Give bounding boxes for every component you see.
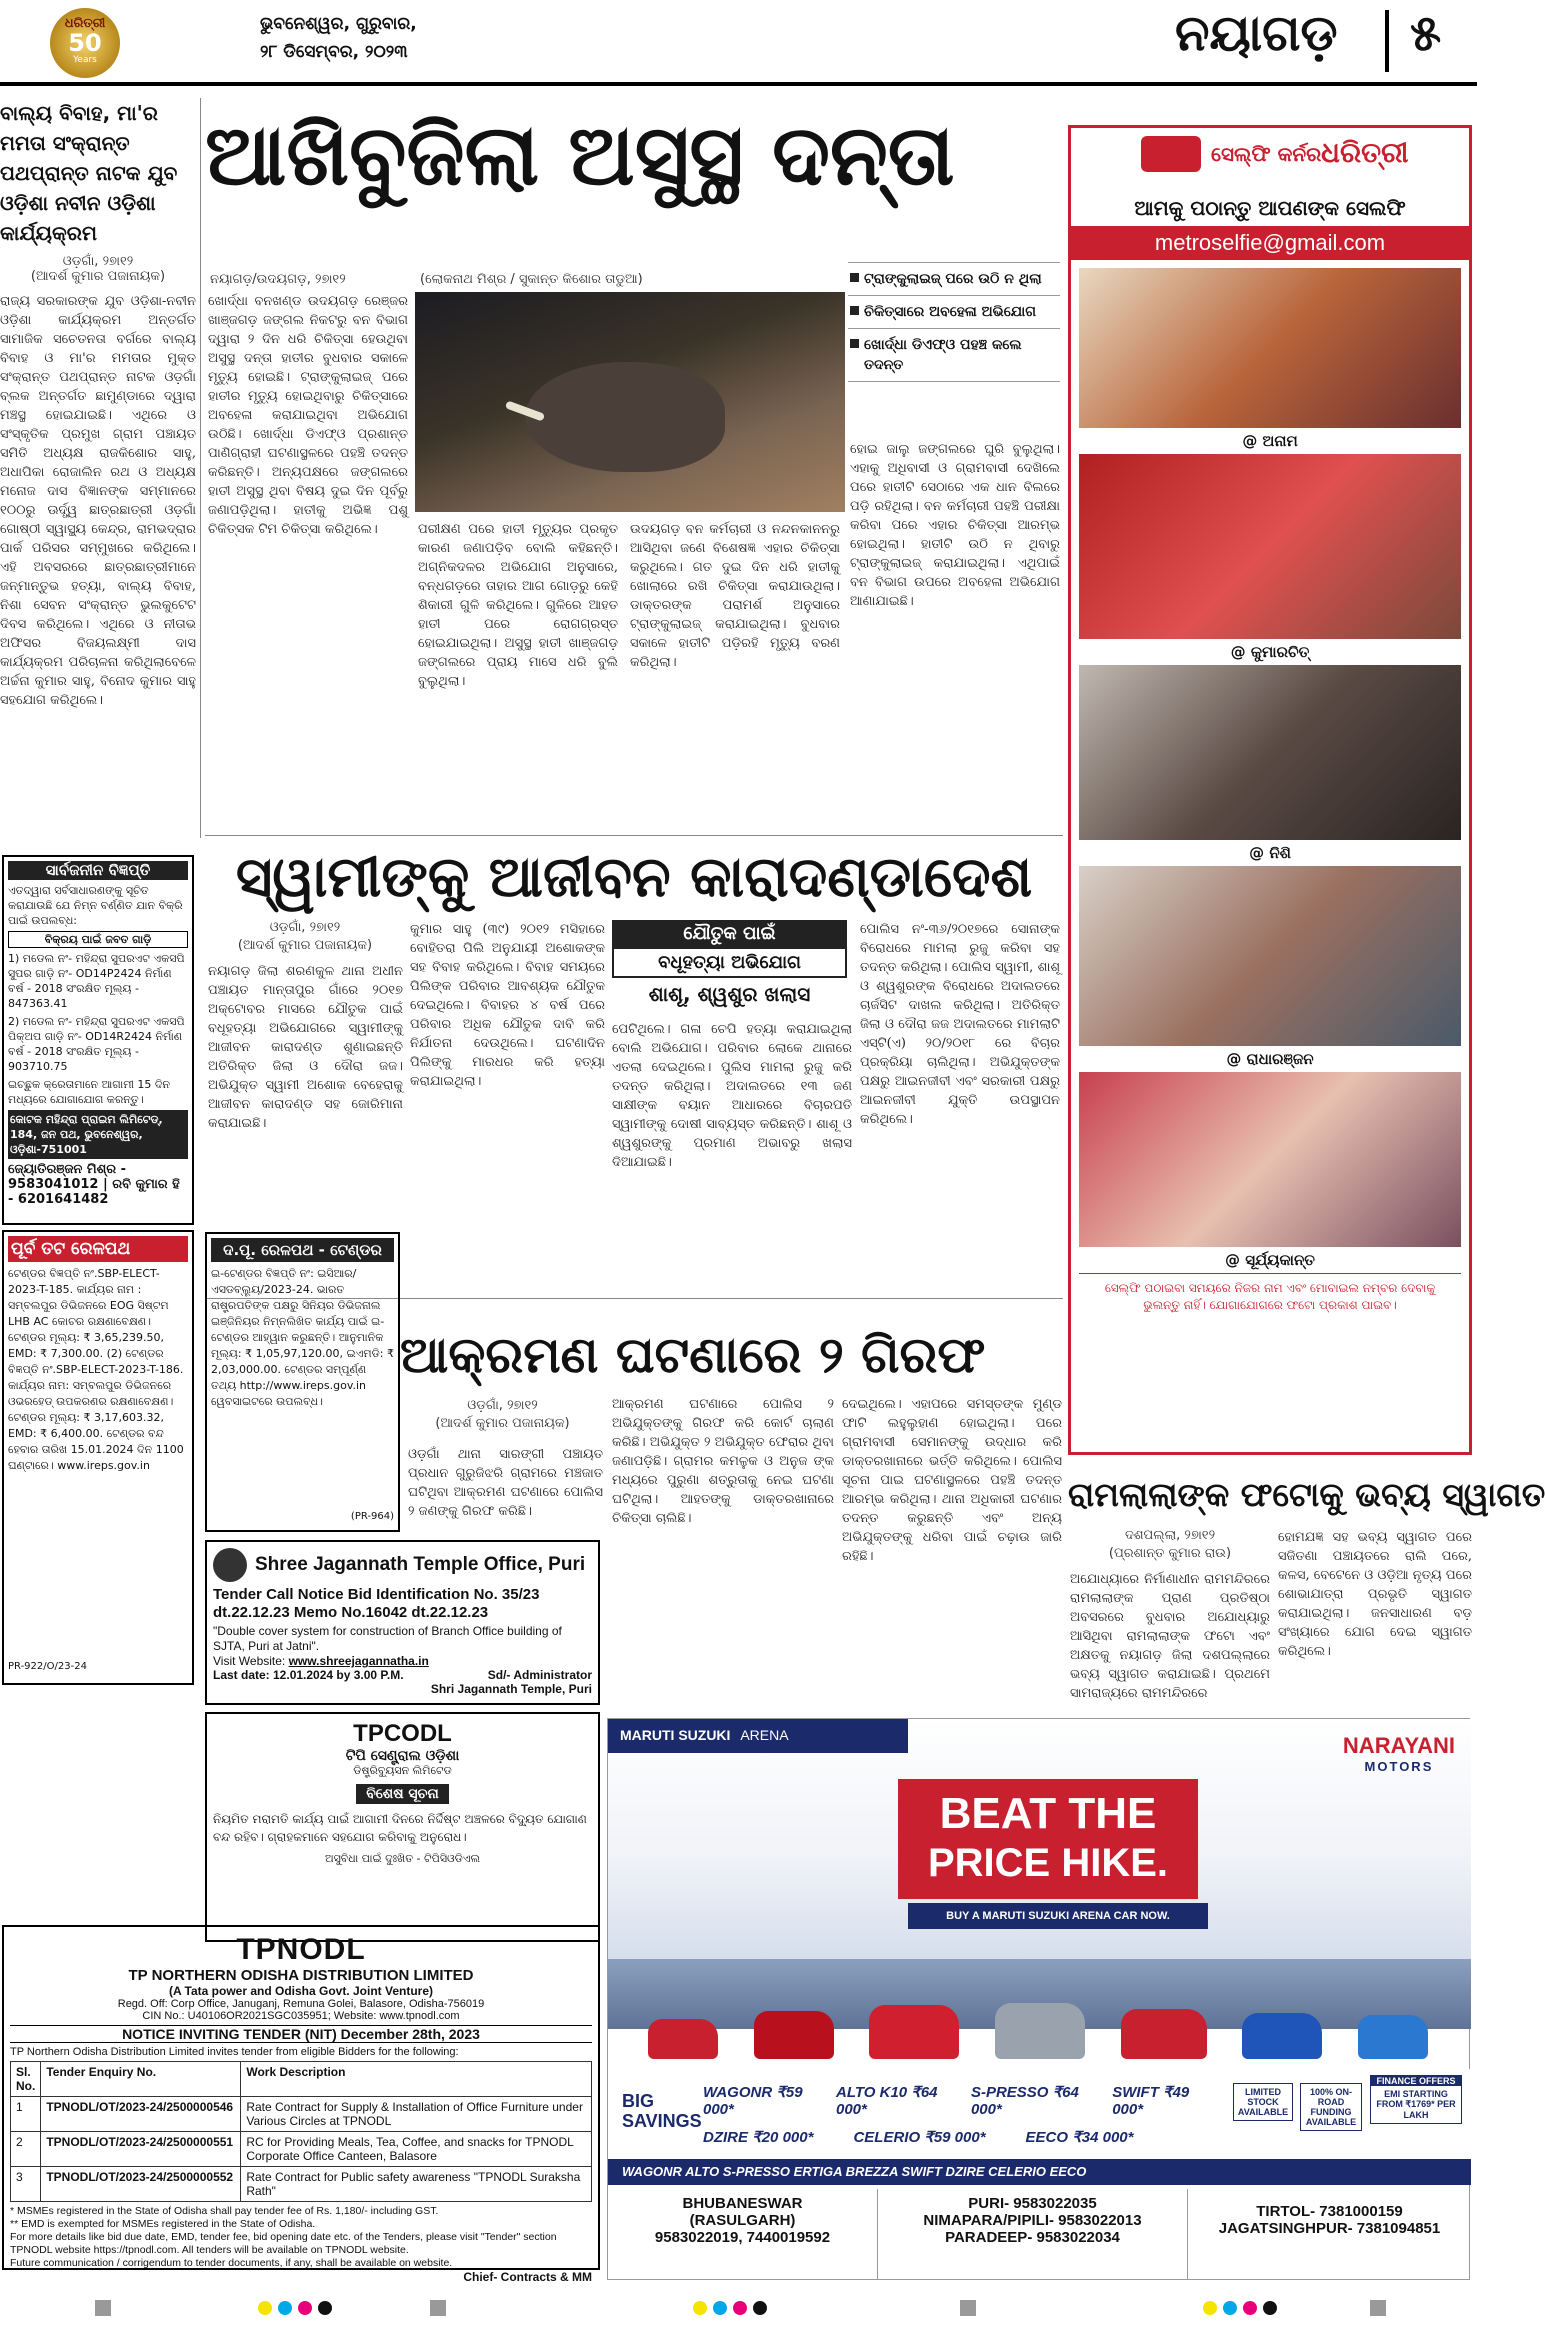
railway-mid-code: (PR-964) xyxy=(350,1511,394,1522)
arrest-story-headline: ଆକ୍ରମଣ ଘଟଣାରେ ୨ ଗିରଫ xyxy=(400,1326,986,1384)
ad-location: TIRTOL- 7381000159 JAGATSINGHPUR- 7381094851 xyxy=(1218,2203,1441,2237)
welcome-story-headline: ରାମଲାଲାଙ୍କ ଫଟୋକୁ ଭବ୍ୟ ସ୍ୱାଗତ xyxy=(1068,1475,1545,1514)
ad-offer: S-PRESSO ₹64 000* xyxy=(970,2084,1079,2118)
selfie-banner xyxy=(1071,128,1469,190)
railway-left-body: ଟେଣ୍ଡର ବିଜ୍ଞପ୍ତି ନଂ.SBP-ELECT-2023-T-185. କାର୍ଯ୍ୟର ନାମ : ସମ୍ବଲପୁର ଡିଭିଜନରେ EOG ସିଷ୍ଟମ LHB AC କୋଚର ରକ୍ଷଣାବେକ୍ଷଣ। ଟେଣ୍ଡର ମୂଲ୍ୟ: ₹ 3,65,239.50, EMD: ₹ 7,300.00. (2) ଟେଣ୍ଡର ବିଜ୍ଞପ୍ତି ନଂ.SBP-ELECT-2023-T-186. କାର୍ଯ୍ୟର ନାମ: ସମ୍ବଲପୁର ଡିଭିଜନରେ ଓଭରହେଡ୍ ଉପକରଣର ରକ୍ଷଣାବେକ୍ଷଣ। ଟେଣ୍ଡର ମୂଲ୍ୟ: ₹ 3,17,603.32, EMD: ₹ 6,400.00. ଟେଣ୍ଡର ବନ୍ଦ ହେବାର ତାରିଖ 15.01.2024 ଦିନ 1100 ଘଣ୍ଟାରେ। www.ireps.gov.in xyxy=(8,1267,184,1472)
ad-offer: ALTO K10 ₹64 000* xyxy=(836,2084,938,2118)
selfie-tagline: ଆମକୁ ପଠାନ୍ତୁ ଆପଣଙ୍କ ସେଲଫି xyxy=(1134,196,1406,220)
railway-left-title: ପୂର୍ବ ତଟ ରେଳପଥ xyxy=(8,1236,188,1262)
ad-offer: WAGONR ₹59 000* xyxy=(703,2084,803,2118)
temple-website[interactable]: www.shreejagannatha.in xyxy=(288,1654,429,1668)
tpnodl-table xyxy=(10,2061,592,2202)
selfie-email[interactable]: metroselfie@gmail.com xyxy=(1071,226,1469,260)
left-story-reporter: (ଆଦର୍ଶ କୁମାର ପଜାନାୟକ) xyxy=(30,269,166,284)
ad-location: BHUBANESWAR (RASULGARH) 9583022019, 7440019592 xyxy=(608,2189,878,2279)
tpnodl-note-1: * MSMEs registered in the State of Odisha shall pay tender fee of Rs. 1,180/- including GST. xyxy=(10,2205,439,2217)
main-story-dateline: ନୟାଗଡ଼/ଉଦୟଗଡ଼, ୨୭ା୧୨ xyxy=(210,272,346,287)
welcome-story-col2: ହୋମଯଜ୍ଞ ସହ ଭବ୍ୟ ସ୍ୱାଗତ ପରେ ସଜିତଣା ପଞ୍ଚାୟତରେ ରାଲି ପରେ, କଳସ, ବେଟେନେ ଓ ଓଡ଼ିଆ ନୃତ୍ୟ ପରେ ଶୋଭାଯାତ୍ରା ପ୍ରଭୃତି ସ୍ୱାଗତ କରାଯାଇଥିଲା। ଜନସାଧାରଣ ବଡ଼ ସଂଖ୍ୟାରେ ଯୋଗ ଦେଇ ସ୍ୱାଗତ କରିଥିଲେ। xyxy=(1278,1530,1472,1659)
tpnodl-company: TP NORTHERN ODISHA DISTRIBUTION LIMITED xyxy=(128,1967,474,1984)
ad-headline-box xyxy=(898,1779,1198,1899)
selfie-photo-5 xyxy=(1079,1072,1461,1247)
temple-sign2: Shri Jagannath Temple, Puri xyxy=(430,1682,592,1696)
welcome-story-dateline: ଦଶପଲ୍ଲା, ୨୭ା୧୨ xyxy=(1124,1528,1216,1543)
dowry-story-dateline: ଓଡ଼ଗାଁ, ୨୭ା୧୨ xyxy=(269,920,341,935)
railway-tender-left xyxy=(2,1230,194,1685)
tpnodl-regd: Regd. Off: Corp Office, Januganj, Remuna Golei, Balasore, Odisha-756019 xyxy=(117,1998,485,2010)
selfie-caption-4: @ ରାଧାରଞ୍ଜନ xyxy=(1226,1050,1314,1068)
car-icon xyxy=(648,2019,718,2059)
car-icon xyxy=(1242,2013,1322,2059)
main-story-col3: ଉଦୟଗଡ଼ ବନ କର୍ମଚାରୀ ଓ ନନ୍ଦନକାନନରୁ ଆସିଥିବା ଜଣେ ବିଶେଷଜ୍ଞ ଏହାର ଚିକିତ୍ସା କରୁଥିଲେ। ଗତ ଦୁଇ ଦିନ ଧରି ହାତୀକୁ ଖୋଲାରେ ରଖି ଚିକିତ୍ସା କରାଯାଉଥିଲା। ଡାକ୍ତରଙ୍କ ପରାମର୍ଶ ଅନୁସାରେ ଟ୍ରାଙ୍କୁଲାଇଜ୍ କରାଯାଇଥିଲା। ବୁଧବାର ସକାଳେ ହାତୀଟି ପଡ଼ିରହି ମୃତ୍ୟୁ ବରଣ କରିଥିଲା। xyxy=(630,522,840,670)
dowry-kicker xyxy=(612,920,847,1010)
highlight-item: ଚିକିତ୍ସାରେ ଅବହେଳା ଅଭିଯୋଗ xyxy=(848,295,1060,328)
tpnodl-note-3: For more details like bid due date, EMD, tender fee, bid opening date etc. of the Tenders, please visit "Tender" section TPNODL website https://tpnodl.com. All tenders will be available on TPNODL website. xyxy=(10,2231,557,2256)
logo-text: ଧରିତ୍ରୀ xyxy=(64,16,106,31)
ad-savings-1: BIG xyxy=(622,2091,655,2111)
dowry-story-col1: ନୟାଗଡ଼ ଜିଲା ଶରଣକୁଳ ଥାନା ଅଧୀନ ପଞ୍ଚାୟତ ମାନ୍ତାପୁର ଗାଁରେ ୨୦୧୭ ଅକ୍ଟୋବର ମାସରେ ଯୌତୁକ ପାଇଁ ବଧୂହତ୍ୟା ଅଭିଯୋଗରେ ସ୍ୱାମୀଙ୍କୁ ଆଜୀବନ କାରାଦଣ୍ଡ ଶୁଣାଇଛନ୍ତି ଅତିରିକ୍ତ ଜିଲା ଓ ଦୌରା ଜଜ। ଅଭିଯୁକ୍ତ ସ୍ୱାମୀ ଅଶୋକ ବେହେରାକୁ ଆଜୀବନ କାରାଦଣ୍ଡ ସହ ଜୋରିମାନା କରାଯାଇଛି। xyxy=(208,964,403,1131)
car-advertisement xyxy=(607,1718,1470,2280)
tpnodl-note-4: Future communication / corrigendum to tender documents, if any, shall be available on website. xyxy=(10,2257,453,2269)
ad-finance-emi: EMI STARTING FROM ₹1769* PER LAKH xyxy=(1376,2089,1456,2120)
car-icon xyxy=(869,2005,959,2059)
main-story-col4: ହୋଇ ଜାଲୁ ଜଙ୍ଗଲରେ ଘୁରି ବୁଲୁଥିଲା। ଏହାକୁ ଅଧିବାସୀ ଓ ଗ୍ରାମବାସୀ ଦେଖିଲେ ପରେ ହାତୀଟି ସେଠାରେ ଏକ ଧାନ ବିଲରେ ପଡ଼ି ରହିଥିଲା। ବନ କର୍ମଚାରୀ ପହଞ୍ଚି ପରୀକ୍ଷା କରିବା ପରେ ଏହାର ଚିକିତ୍ସା ଆରମ୍ଭ ହୋଇଥିଲା। ହାତୀଟି ଉଠି ନ ଥିବାରୁ ଟ୍ରାଙ୍କୁଲାଇଜ୍ କରାଯାଇଥିଲା। ଏଥିପାଇଁ ବନ ବିଭାଗ ଉପରେ ଅବହେଳା ଅଭିଯୋଗ ଆଣାଯାଇଛି। xyxy=(850,442,1060,609)
ad-dealer: NARAYANI xyxy=(1342,1733,1455,1758)
arrest-story-col1: ଓଡ଼ଗାଁ ଥାନା ସାରଙ୍ଗୀ ପଞ୍ଚାୟତ ପ୍ରଧାନ ଗୁରୁଜିଝରି ଗ୍ରାମରେ ମଞ୍ଚଜାତ ଘଟିଥିବା ଆକ୍ରମଣ ଘଟଣାରେ ପୋଲିସ ୨ ଜଣଙ୍କୁ ଗିରଫ କରିଛି। xyxy=(408,1447,603,1519)
ad-models-bar: WAGONR ALTO S-PRESSO ERTIGA BREZZA SWIFT DZIRE CELERIO EECO xyxy=(608,2159,1471,2185)
temple-last-date: Last date: 12.01.2024 by 3.00 P.M. xyxy=(213,1668,404,1682)
table-row: 1 TPNODL/OT/2023-24/2500000546 Rate Contract for Supply & Installation of Office Furniture under Various Circles at TPNODL xyxy=(11,2097,592,2132)
ad-location: PURI- 9583022035 NIMAPARA/PIPILI- 9583022013 PARADEEP- 9583022034 xyxy=(878,2189,1188,2279)
tpcodl-title: ଟିପି ସେଣ୍ଟ୍ରାଲ ଓଡ଼ିଶା xyxy=(345,1748,460,1764)
main-story-reporter: (ଲୋକନାଥ ମିଶ୍ର / ସୁକାନ୍ତ କିଶୋର ତାଡୁଆ) xyxy=(420,272,643,287)
welcome-story-reporter: (ପ୍ରଶାନ୍ତ କୁମାର ରାଉ) xyxy=(1108,1546,1232,1561)
elephant-photo xyxy=(415,292,845,512)
tpnodl-sign: Chief- Contracts & MM xyxy=(463,2270,592,2284)
logo-emblem xyxy=(50,8,120,78)
tpnodl-note-2: ** EMD is exempted for MSMEs registered in the State of Odisha. xyxy=(10,2218,316,2230)
ad-dealer-logo xyxy=(1343,1733,1455,1774)
ad-strap: BUY A MARUTI SUZUKI ARENA CAR NOW. xyxy=(908,1903,1208,1929)
tpcodl-notice xyxy=(205,1712,600,1942)
selfie-photo-1 xyxy=(1079,268,1461,428)
ad-brand-bar xyxy=(608,1719,908,1753)
railway-tender-mid xyxy=(205,1232,400,1532)
temple-title: Shree Jagannath Temple Office, Puri xyxy=(255,1554,586,1575)
dowry-story-reporter: (ଆଦର୍ଶ କୁମାର ପଜାନାୟକ) xyxy=(237,938,373,953)
selfie-brand: ଧରିତ୍ରୀ xyxy=(1321,136,1409,169)
tpnodl-cin: CIN No.: U40106OR2021SGC035951; Website: www.tpnodl.com xyxy=(142,2010,460,2022)
tpcodl-logo: TPCODL xyxy=(353,1720,452,1747)
highlight-item: ଖୋର୍ଦ୍ଧା ଡିଏଫ୍ଓ ପହଞ୍ଚ କଲେ ତଦନ୍ତ xyxy=(848,328,1060,382)
arrest-story-col3: ଦେଇଥିଲେ। ଏହାପରେ ସମସ୍ତଙ୍କ ମୁଣ୍ଡ ଫାଟି ଲହୁଲୁହାଣ ହୋଇଥିଲା। ପରେ ଗ୍ରାମବାସୀ ସେମାନଙ୍କୁ ଉଦ୍ଧାର କରି ଡାକ୍ତରଖାନାରେ ଭର୍ତ୍ତି କରିଥିଲେ। ପୋଲିସ ସୂଚନା ପାଇ ଘଟଣାସ୍ଥଳରେ ପହଞ୍ଚି ତଦନ୍ତ ଆରମ୍ଭ କରିଥିଲା। ଥାନା ଅଧିକାରୀ ଘଟଣାର ତଦନ୍ତ କରୁଛନ୍ତି ଏବଂ ଅନ୍ୟ ଅଭିଯୁକ୍ତଙ୍କୁ ଧରିବା ପାଇଁ ଚଢ଼ାଉ ଜାରି ରହିଛି। xyxy=(842,1397,1062,1564)
selfie-caption-1: @ ଅନାମ xyxy=(1242,432,1298,450)
ad-offers xyxy=(608,2069,1471,2159)
car-icon xyxy=(995,2003,1085,2059)
left-story-headline: ବାଲ୍ୟ ବିବାହ, ମା'ର ମମତା ସଂକ୍ରାନ୍ତ ପଥପ୍ରାନ୍ତ ନାଟକ ଯୁବ ଓଡ଼ିଶା ନବୀନ ଓଡ଼ିଶା କାର୍ଯ୍ୟକ୍ରମ xyxy=(0,101,178,245)
ad-savings-2: SAVINGS xyxy=(622,2111,702,2131)
masthead xyxy=(0,0,1477,82)
dowry-kicker-2: ବଧୂହତ୍ୟା ଅଭିଯୋଗ xyxy=(612,947,847,978)
ad-badge-1: LIMITED STOCK AVAILABLE xyxy=(1233,2083,1293,2121)
masthead-rule xyxy=(0,82,1477,86)
car-icon xyxy=(1121,2009,1207,2059)
dowry-kicker-1: ଯୌତୁକ ପାଇଁ xyxy=(612,920,847,947)
ad-offer: CELERIO ₹59 000* xyxy=(853,2129,986,2146)
railway-mid-title: ଦ.ପୂ. ରେଳପଥ - ଟେଣ୍ଡର xyxy=(211,1238,394,1262)
ad-headline-2: PRICE HIKE. xyxy=(927,1841,1169,1885)
tpcodl-body: ନିୟମିତ ମରାମତି କାର୍ଯ୍ୟ ପାଇଁ ଆଗାମୀ ଦିନରେ ନିର୍ଦ୍ଦିଷ୍ଟ ଅଞ୍ଚଳରେ ବିଦ୍ୟୁତ ଯୋଗାଣ ବନ୍ଦ ରହିବ। ଗ୍ରାହକମାନେ ସହଯୋଗ କରିବାକୁ ଅନୁରୋଧ। xyxy=(213,1812,587,1844)
arrest-story-dateline: ଓଡ଼ଗାଁ, ୨୭ା୧୨ xyxy=(467,1398,538,1413)
tpcodl-notice-label: ବିଶେଷ ସୂଚନା xyxy=(356,1784,449,1804)
table-header: Sl. No. xyxy=(11,2062,41,2097)
table-header: Tender Enquiry No. xyxy=(41,2062,241,2097)
classified-note: ଇଚ୍ଛୁକ କ୍ରେତାମାନେ ଆଗାମୀ 15 ଦିନ ମଧ୍ୟରେ ଯୋଗାଯୋଗ କରନ୍ତୁ। xyxy=(8,1078,170,1106)
classified-item-2: 2) ମଡେଲ ନଂ- ମହିନ୍ଦ୍ରା ସୁପରଏଟ ଏକସପି ପିକ୍ଅପ ଗାଡ଼ି ନଂ- OD14R2424 ନିର୍ମାଣ ବର୍ଷ - 2018 ସଂରକ୍ଷିତ ମୂଲ୍ୟ - 903710.75 xyxy=(8,1015,185,1073)
classified-item-1: 1) ମଡେଲ ନଂ- ମହିନ୍ଦ୍ରା ସୁପରଏଟ ଏକସପି ସୁପର ଗାଡ଼ି ନଂ- OD14P2424 ନିର୍ମାଣ ବର୍ଷ - 2018 ସଂରକ୍ଷିତ ମୂଲ୍ୟ - 847363.41 xyxy=(8,952,185,1010)
left-story-body: ରାଜ୍ୟ ସରକାରଙ୍କ ଯୁବ ଓଡ଼ିଶା-ନବୀନ ଓଡ଼ିଶା କାର୍ଯ୍ୟକ୍ରମ ଅନ୍ତର୍ଗତ ସାମାଜିକ ସଚେତନତା ବର୍ଗରେ ବାଲ୍ୟ ବିବାହ ଓ ମା'ର ମମତାର ମୁକ୍ତ ସଂକ୍ରାନ୍ତ ପଥପ୍ରାନ୍ତ ନାଟକ ଓଡ଼ଗାଁ ବ୍ଲକ ଅନ୍ତର୍ଗତ ଛାମୁଣ୍ଡାରେ ଦ୍ୱାରା ମଞ୍ଚସ୍ଥ ହୋଇଯାଇଛି। ଏଥିରେ ଓ ସଂସ୍କୃତିକ ପ୍ରମୁଖ ଗ୍ରାମ ପଞ୍ଚାୟତ ସମିତି ଅଧ୍ୟକ୍ଷ ରାଜକିଶୋର ସାହୁ, ଅଧାପିକା ରୋଜାଲିନ ରଥ ଓ ଅଧ୍ୟକ୍ଷ ମନୋଜ ଦାସ ବିଜ୍ଞାନଙ୍କ ସମ୍ମାନରେ ୧୦୦ରୁ ଊର୍ଦ୍ଧ୍ୱ ଛାତ୍ରଛାତ୍ରୀ ଓଡ଼ଗାଁ ଗୋଷ୍ଠୀ ସ୍ୱାସ୍ଥ୍ୟ କେନ୍ଦ୍ର, ରାମଭଦ୍ରାର ପାର୍କ ପରିସର ସମ୍ମୁଖରେ କରିଥିଲେ। ଏହି ଅବସରରେ ଛାତ୍ରଛାତ୍ରୀମାନେ ଜନ୍ମାନ୍ତୁଭ ହତ୍ୟା, ବାଲ୍ୟ ବିବାହ, ନିଶା ସେବନ ସଂକ୍ରାନ୍ତ ଭୁଲକୁଟେଟ ଦିବସ କରିଥିଲେ। ଏଥିରେ ଓ ନୀତାଭ ଅଫିସର ବିଜୟଲକ୍ଷ୍ମୀ ଦାସ କାର୍ଯ୍ୟକ୍ରମ ପରିଚାଳନା କରିଥିଲାବେଳେ ଅର୍ଚ୍ଚନା କୁମାର ସାହୁ, ବିନୋଦ କୁମାର ସାହୁ ସହଯୋଗ କରିଥିଲେ। xyxy=(0,294,196,708)
car-icon xyxy=(754,2011,834,2059)
ad-cars-row xyxy=(648,1989,1428,2059)
arrest-story-reporter: (ଆଦର୍ଶ କୁମାର ପଜାନାୟକ) xyxy=(435,1416,570,1431)
temple-line2: "Double cover system for construction of Branch Office building of SJTA, Puri at Jatni". xyxy=(213,1624,562,1653)
selfie-caption-3: @ ନିଶି xyxy=(1249,844,1291,862)
left-story-dateline: ଓଡ଼ଗାଁ, ୨୭ା୧୨ xyxy=(62,254,134,269)
logo-years-label: Years xyxy=(73,55,97,65)
main-story-col1: ଖୋର୍ଦ୍ଧା ବନଖଣ୍ଡ ଉଦୟଗଡ଼ ରେଞ୍ଜର ଖାଞ୍ଜଗଡ଼ ଜଙ୍ଗଲ ନିକଟରୁ ବନ ବିଭାଗ ଦ୍ୱାରା ୨ ଦିନ ଧରି ଚିକିତ୍ସା ହେଉଥିବା ଅସୁସ୍ଥ ଦନ୍ତା ହାତୀର ବୁଧବାର ସକାଳେ ମୃତ୍ୟୁ ହୋଇଛି। ଟ୍ରାଙ୍କୁଲାଇଜ୍ ପରେ ହାତୀର ମୃତ୍ୟୁ ହୋଇଥିବାରୁ ଚିକିତ୍ସାରେ ଅବହେଳା କରାଯାଇଥିବା ଅଭିଯୋଗ ଉଠିଛି। ଖୋର୍ଦ୍ଧା ଡିଏଫ୍ଓ ପ୍ରଶାନ୍ତ ପାଣିଗ୍ରାହୀ ଘଟଣାସ୍ଥଳରେ ପହଞ୍ଚି ତଦନ୍ତ କରିଛନ୍ତି। ଅନ୍ୟପକ୍ଷରେ ଜଙ୍ଗଲରେ ହାତୀ ଅସୁସ୍ଥ ଥିବା ବିଷୟ ଦୁଇ ଦିନ ପୂର୍ବରୁ ଜଣାପଡ଼ିଥିଲା। ହାତୀକୁ ଅଭିଜ୍ଞ ପଶୁ ଚିକିତ୍ସକ ଟିମ ଚିକିତ୍ସା କରିଥିଲେ। xyxy=(208,294,408,537)
ad-locations xyxy=(608,2189,1471,2279)
highlight-item: ଟ୍ରାଙ୍କୁଲାଇଜ୍ ପରେ ଉଠି ନ ଥିଲା xyxy=(848,262,1060,295)
selfie-caption-2: @ କୁମାରଚିତ୍ xyxy=(1230,643,1310,661)
temple-line1: Tender Call Notice Bid Identification No. 35/23 dt.22.12.23 Memo No.16042 dt.22.12.23 xyxy=(213,1586,540,1621)
main-story-highlights xyxy=(848,262,1060,382)
classified-title: ସାର୍ବଜନୀନ ବିଜ୍ଞପ୍ତି xyxy=(8,861,188,880)
classified-sale-heading: ବିକ୍ରୟ ପାଇଁ ଜବତ ଗାଡ଼ି xyxy=(8,931,188,948)
temple-emblem-icon xyxy=(213,1548,247,1582)
temple-website-label: Visit Website: xyxy=(213,1654,289,1668)
selfie-corner xyxy=(1068,125,1472,1455)
logo-years: 50 xyxy=(68,29,102,57)
classified-notice xyxy=(2,855,194,1225)
dowry-story-col2: କୁମାର ସାହୁ (୩୯) ୨୦୧୨ ମସିହାରେ ବୋହିତରା ପିଲି ଅନୁଯାୟୀ ଅଶୋକଙ୍କ ସହ ବିବାହ କରିଥିଲେ। ବିବାହ ସମୟରେ ପିଲିଙ୍କ ପରିବାର ଆବଶ୍ୟକ ଯୌତୁକ ଦେଇଥିଲେ। ବିବାହର ୪ ବର୍ଷ ପରେ ପରିବାର ଅଧିକ ଯୌତୁକ ଦାବି କରି ନିର୍ଯାତନା ଦେଉଥିଲେ। ଘଟଣାଦିନ ପିଲିଙ୍କୁ ମାରଧର କରି ହତ୍ୟା କରାଯାଇଥିଲା। xyxy=(410,922,605,1089)
main-story-col2: ପରୀକ୍ଷଣ ପରେ ହାତୀ ମୃତ୍ୟୁର ପ୍ରକୃତ କାରଣ ଜଣାପଡ଼ିବ ବୋଲି କହିଛନ୍ତି। ଅଗ୍ନିକଦଳର ଅଭିଯୋଗ ଅନୁସାରେ, ବନ୍ଧଗଡ଼ରେ ତାହାର ଆଗ ଗୋଡ଼ରୁ କେହି ଶିକାରୀ ଗୁଳି କରିଥିଲେ। ଗୁଳିରେ ଆହତ ହାତୀ ପରେ ରୋଗଗ୍ରସ୍ତ ହୋଇଯାଇଥିଲା। ଅସୁସ୍ଥ ହାତୀ ଖାଞ୍ଜଗଡ଼ ଜଙ୍ଗଲରେ ପ୍ରାୟ ମାସେ ଧରି ବୁଲି ବୁଲୁଥିଲା। xyxy=(418,522,618,689)
selfie-caption-5: @ ସୂର୍ଯ୍ୟକାନ୍ତ xyxy=(1224,1251,1316,1269)
classified-intro: ଏତଦ୍ୱାରା ସର୍ବସାଧାରଣଙ୍କୁ ସୂଚିତ କରାଯାଉଛି ଯେ ନିମ୍ନ ବର୍ଣ୍ଣିତ ଯାନ ବିକ୍ରି ପାଇଁ ଉପଲବ୍ଧ: xyxy=(8,884,183,927)
dowry-story-col4: ପୋଲିସ ନଂ-୩୬/୨୦୧୭ରେ ସୋନାଙ୍କ ବିରୋଧରେ ମାମଲା ରୁଜୁ କରିବା ସହ ତଦନ୍ତ କରିଥିଲା। ପୋଲିସ ସ୍ୱାମୀ, ଶାଶୂ ଓ ଶ୍ୱଶୁରଙ୍କ ବିରୋଧରେ ଅଦାଲତରେ ଚାର୍ଜସିଟ ଦାଖଲ କରିଥିଲା। ଅତିରିକ୍ତ ଜିଲା ଓ ଦୌରା ଜଜ ଅଦାଲତରେ ମାମଲାଟି ଏସ୍ଟି(ଏ) ୨୦/୨୦୧୮ ରେ ବିଚାର ପ୍ରକ୍ରିୟା ଚାଲିଥିଲା। ଅଭିଯୁକ୍ତଙ୍କ ପକ୍ଷରୁ ଆଇନଜୀବୀ ଏବଂ ସରକାରୀ ପକ୍ଷରୁ ଆଇନଜୀବୀ ଯୁକ୍ତି ଉପସ୍ଥାପନ କରିଥିଲେ। xyxy=(860,922,1060,1127)
dowry-story-headline: ସ୍ୱାମୀଙ୍କୁ ଆଜୀବନ କାରାଦଣ୍ଡାଦେଶ xyxy=(235,845,1033,910)
ad-brand: MARUTI SUZUKI xyxy=(620,1727,731,1743)
ad-finance-title: FINANCE OFFERS xyxy=(1371,2076,1461,2086)
selfie-banner-prefix: ସେଲ୍ଫି କର୍ନର xyxy=(1211,142,1322,166)
tpnodl-invite: TP Northern Odisha Distribution Limited invites tender from eligible Bidders for the following: xyxy=(10,2046,459,2058)
ad-brand-sub: ARENA xyxy=(740,1727,789,1743)
selfie-photo-3 xyxy=(1079,665,1461,840)
tpnodl-jv: (A Tata power and Odisha Govt. Joint Venture) xyxy=(168,1984,434,1998)
railway-mid-body: ଇ-ଟେଣ୍ଡର ବିଜ୍ଞପ୍ତି ନଂ: ଇସିଆର/ଏସଡବ୍ଲ୍ୟୁ/2023-24. ଭାରତ ରାଷ୍ଟ୍ରପତିଙ୍କ ପକ୍ଷରୁ ସିନିୟର ଡିଭିଜନାଲ ଇଞ୍ଜିନିୟର ନିମ୍ନଲିଖିତ କାର୍ଯ୍ୟ ପାଇଁ ଇ-ଟେଣ୍ଡର ଆହ୍ୱାନ କରୁଛନ୍ତି। ଆନୁମାନିକ ମୂଲ୍ୟ: ₹ 1,05,97,120.00, ଇଏମଡି: ₹ 2,03,000.00. ଟେଣ୍ଡର ସମ୍ପୂର୍ଣ୍ଣ ତଥ୍ୟ http://www.ireps.gov.in ୱେବସାଇଟରେ ଉପଲବ୍ଧ। xyxy=(211,1267,395,1408)
ad-offer: DZIRE ₹20 000* xyxy=(703,2129,814,2146)
classified-company: କୋଟକ ମହିନ୍ଦ୍ରା ପ୍ରାଇମ ଲିମିଟେଡ୍, 184, ଜନ ପଥ, ଭୁବନେଶ୍ୱର, ଓଡ଼ିଶା-751001 xyxy=(8,1110,188,1159)
table-row: 2 TPNODL/OT/2023-24/2500000551 RC for Providing Meals, Tea, Coffee, and snacks for TPNODL Corporate Office Canteen, Balasore xyxy=(11,2132,592,2167)
arrest-story-col2: ଆକ୍ରମଣ ଘଟଣାରେ ପୋଲିସ ୨ ଅଭିଯୁକ୍ତଙ୍କୁ ଗିରଫ କରି କୋର୍ଟ ଚାଲାଣ କରିଛି। ଅଭିଯୁକ୍ତ ୨ ଅଭିଯୁକ୍ତ ଫେରାର ଥିବା ଜଣାପଡ଼ିଛି। ଗ୍ରାମର କମଳୁକ ଓ ଅନୁଜ ଙ୍କ ମଧ୍ୟରେ ପୁରୁଣା ଶତ୍ରୁତାକୁ ନେଇ ଘଟଣା ଘଟିଥିଲା। ଆହତଙ୍କୁ ଡାକ୍ତରଖାନାରେ ଚିକିତ୍ସା ଚାଲିଛି। xyxy=(612,1397,834,1526)
ad-badge-2: 100% ON-ROAD FUNDING AVAILABLE xyxy=(1300,2083,1362,2131)
temple-sign1: Sd/- Administrator xyxy=(487,1668,592,1682)
masthead-place: ଭୁବନେଶ୍ୱର, ଗୁରୁବାର, xyxy=(260,14,417,34)
classified-contacts: ଜ୍ୟୋତିରଞ୍ଜନ ମିଶ୍ର - 9583041012 | ରବି କୁମାର ହି - 6201641482 xyxy=(8,1162,180,1207)
tpcodl-subtitle: ଡିଷ୍ଟ୍ରିବ୍ୟୁସନ ଲିମିଟେଡ xyxy=(353,1764,452,1777)
page-number: ୫ xyxy=(1410,4,1442,62)
ad-dealer-sub: MOTORS xyxy=(1364,1759,1434,1774)
dowry-kicker-3: ଶାଶୂ, ଶ୍ୱଶୁର ଖଲାସ xyxy=(648,982,811,1006)
ad-headline-1: BEAT THE xyxy=(939,1789,1157,1838)
welcome-story-col1: ଅଯୋଧ୍ୟାରେ ନିର୍ମାଣାଧୀନ ରାମମନ୍ଦିରରେ ରାମଲାଲାଙ୍କ ପ୍ରାଣ ପ୍ରତିଷ୍ଠା ଅବସରରେ ବୁଧବାର ଅଯୋଧ୍ୟାରୁ ଆସିଥିବା ରାମଲାଲାଙ୍କ ଫଟୋ ଏବଂ ଅକ୍ଷତକୁ ନୟାଗଡ଼ ଜିଲା ଦଶପଲ୍ଲାରେ ଭବ୍ୟ ସ୍ୱାଗତ କରାଯାଇଛି। ପ୍ରଥମେ ସାମରାଜ୍ୟରେ ରାମମନ୍ଦିରରେ xyxy=(1070,1572,1270,1701)
selfie-photo-2 xyxy=(1079,454,1461,639)
table-row: 3 TPNODL/OT/2023-24/2500000552 Rate Contract for Public safety awareness "TPNODL Suraksha Rath" xyxy=(11,2167,592,2202)
ad-offer: EECO ₹34 000* xyxy=(1025,2129,1134,2146)
selfie-photo-4 xyxy=(1079,866,1461,1046)
selfie-footer: ସେଲ୍ଫି ପଠାଇବା ସମୟରେ ନିଜର ନାମ ଏବଂ ମୋବାଇଲ ନମ୍ବର ଦେବାକୁ ଭୁଲନ୍ତୁ ନାହିଁ। ଯୋଗାଯୋଗରେ ଫଟୋ ପ୍ରକାଶ ପାଇବ। xyxy=(1079,1273,1461,1320)
railway-left-code: PR-922/O/23-24 xyxy=(8,1661,87,1672)
masthead-date: ୨୮ ଡିସେମ୍ବର, ୨୦୨୩ xyxy=(260,42,408,62)
temple-notice xyxy=(205,1540,600,1705)
section-name: ନୟାଗଡ଼ xyxy=(1175,4,1338,62)
left-story xyxy=(0,98,196,843)
tpnodl-tender xyxy=(2,1925,600,2284)
dowry-story-col3: ପେଟିଥିଲେ। ଗଳା ଚେପି ହତ୍ୟା କରାଯାଇଥିଲା ବୋଲି ଅଭିଯୋଗ। ପରିବାର ଲୋକେ ଥାନାରେ ଏତଲା ଦେଇଥିଲେ। ପୁଲିସ ମାମଲା ରୁଜୁ କରି ତଦନ୍ତ କରିଥିଲା। ଅଦାଲତରେ ୧୩ ଜଣ ସାକ୍ଷୀଙ୍କ ବୟାନ ଆଧାରରେ ବିଚାରପତି ସ୍ୱାମୀଙ୍କୁ ଦୋଷୀ ସାବ୍ୟସ୍ତ କରିଛନ୍ତି। ଶାଶୂ ଓ ଶ୍ୱଶୁରଙ୍କୁ ପ୍ରମାଣ ଅଭାବରୁ ଖଲାସ ଦିଆଯାଇଛି। xyxy=(612,1022,852,1170)
tpnodl-logo: TPNODL xyxy=(236,1933,366,1966)
main-story-headline: ଆଖିବୁଜିଲା ଅସୁସ୍ଥ ଦନ୍ତା xyxy=(205,106,955,204)
table-header: Work Description xyxy=(241,2062,592,2097)
registration-marks xyxy=(0,2290,1477,2330)
tpnodl-notice-title: NOTICE INVITING TENDER (NIT) December 28th, 2023 xyxy=(10,2025,592,2043)
car-icon xyxy=(1358,2015,1428,2059)
ad-offer: SWIFT ₹49 000* xyxy=(1112,2084,1190,2118)
tpcodl-footer: ଅସୁବିଧା ପାଇଁ ଦୁଃଖିତ - ଟିପିସିଓଡିଏଲ xyxy=(324,1852,481,1865)
